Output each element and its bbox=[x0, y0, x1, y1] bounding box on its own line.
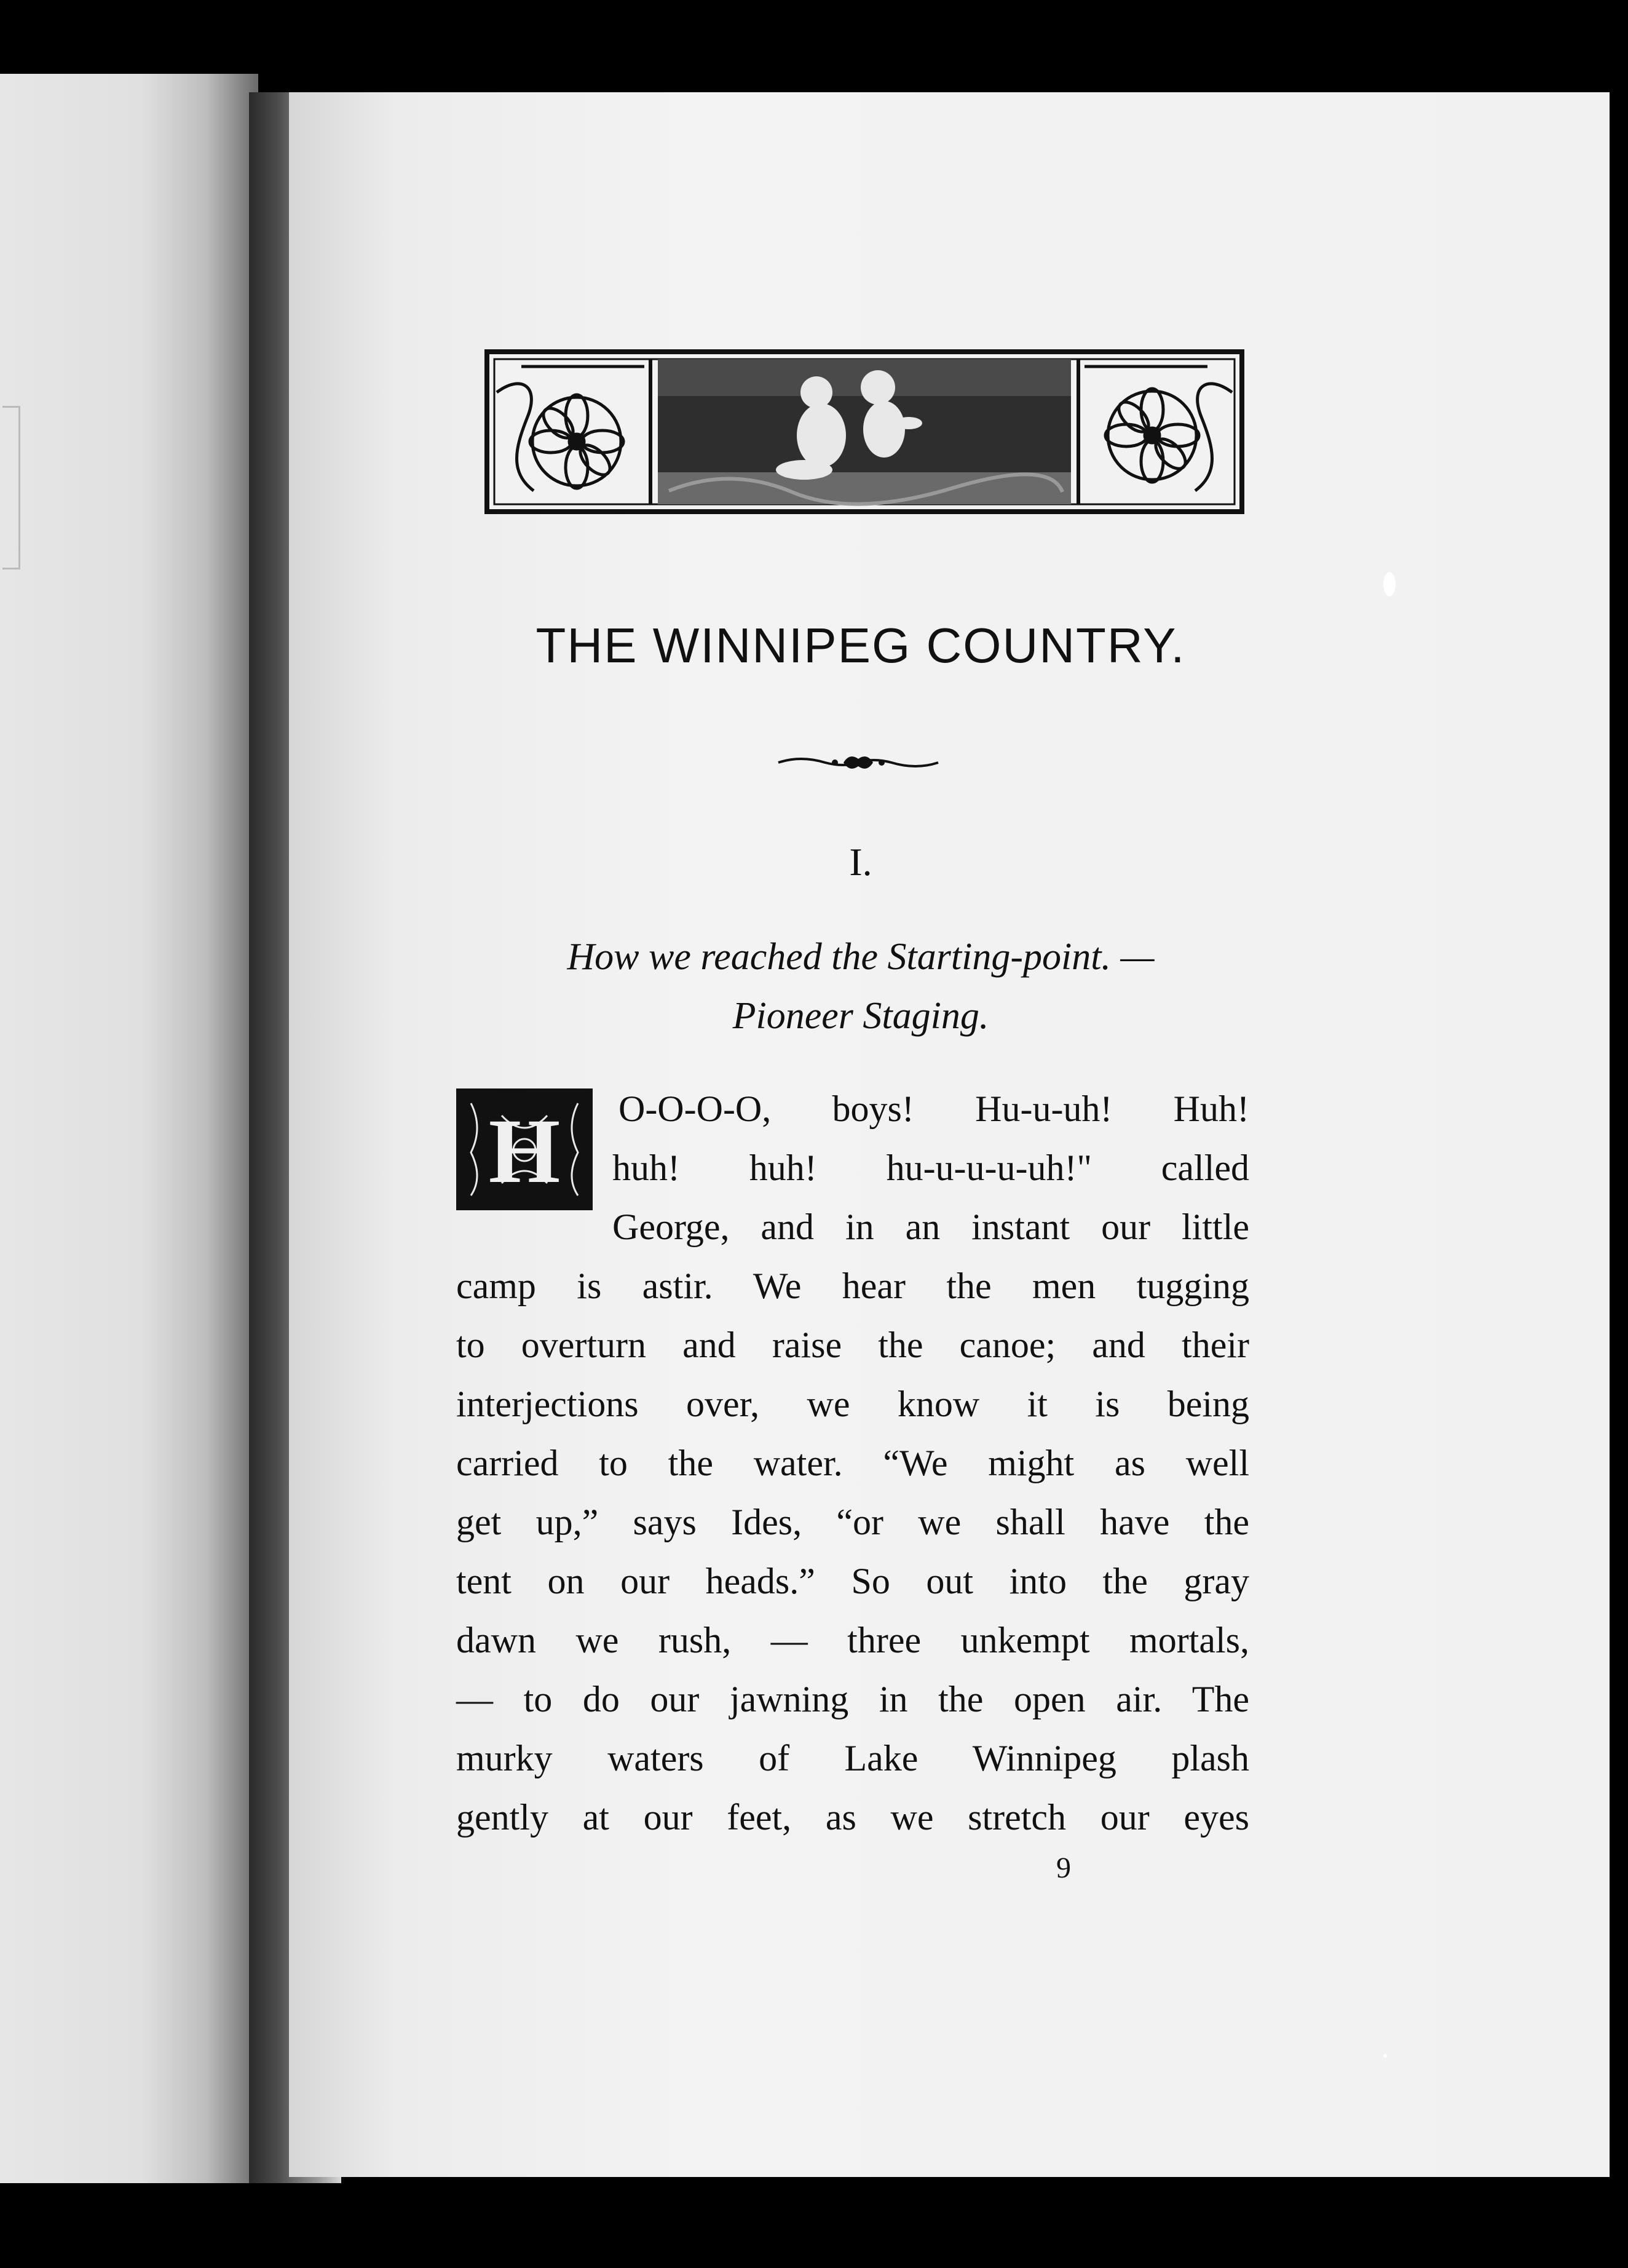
text-line: gently at our feet, as we stretch our eyes bbox=[456, 1797, 1249, 1838]
text-line: interjections over, we know it is being bbox=[456, 1384, 1249, 1424]
page-title: THE WINNIPEG COUNTRY. bbox=[535, 618, 1186, 673]
text-line: dawn we rush, — three unkempt mortals, bbox=[456, 1620, 1249, 1660]
text-line: George, and in an instant our little bbox=[612, 1207, 1249, 1247]
subtitle-line: How we reached the Starting-point. — bbox=[567, 936, 1155, 978]
drop-cap-letter: H bbox=[488, 1100, 561, 1202]
text-line: — to do our jawning in the open air. The bbox=[456, 1679, 1249, 1719]
cherubs-header-ornament bbox=[484, 349, 1244, 514]
text-line: camp is astir. We hear the men tugging bbox=[456, 1266, 1249, 1306]
show-through-mark bbox=[2, 406, 20, 569]
drop-cap-ornament bbox=[456, 1088, 593, 1210]
paper-speck bbox=[1383, 2054, 1387, 2058]
text-line: get up,” says Ides, “or we shall have the bbox=[456, 1502, 1249, 1542]
floral-divider bbox=[776, 750, 941, 775]
subtitle-line: Pioneer Staging. bbox=[732, 995, 989, 1037]
chapter-subtitle bbox=[430, 927, 1291, 1045]
text-line: huh! huh! hu-u-u-u-uh!" called bbox=[612, 1148, 1249, 1188]
facing-page-edge bbox=[0, 74, 258, 2183]
text-line: carried to the water. “We might as well bbox=[456, 1443, 1249, 1483]
text-line: O-O-O-O, boys! Hu-u-uh! Huh! bbox=[618, 1088, 1249, 1129]
text-line: to overturn and raise the canoe; and their bbox=[456, 1325, 1249, 1365]
paper-speck bbox=[1383, 572, 1396, 597]
text-line: murky waters of Lake Winnipeg plash bbox=[456, 1738, 1249, 1778]
text-line: tent on our heads.” So out into the gray bbox=[456, 1561, 1249, 1601]
chapter-number: I. bbox=[849, 840, 872, 884]
page-number: 9 bbox=[1056, 1852, 1071, 1884]
